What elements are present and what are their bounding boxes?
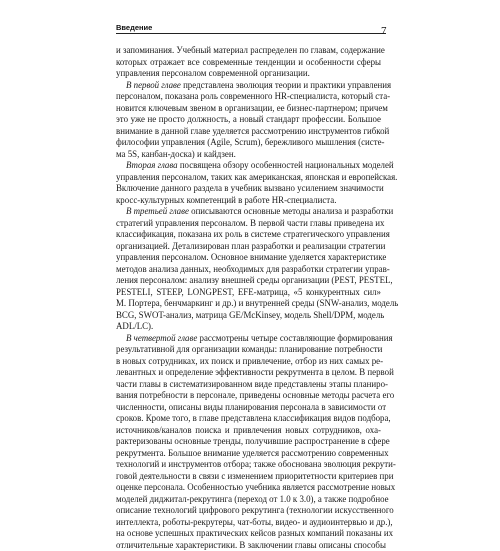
line-text: численности, описаны виды планирования персонала в зависимости от [116, 402, 386, 412]
paragraph [116, 80, 381, 161]
line-text: и запоминания. Учебный материал распределен по главам, содержание [116, 45, 385, 55]
text-line [116, 183, 381, 195]
text-line [116, 137, 381, 149]
line-text: на основе успешных практических кейсов разных компаний показаны их [116, 528, 393, 538]
line-text: М. Портера, бенчмаркинг и др.) и внутренней среды (SNW-анализ, модель [116, 298, 398, 308]
text-line [116, 114, 381, 126]
text-line [116, 436, 381, 448]
text-line [116, 241, 381, 253]
line-text: кросс-культурных компетенций в работе HR-специалиста. [116, 195, 336, 205]
line-text: рассмотрены четыре составляющие формирования [197, 333, 392, 343]
line-text: отличительные характеристики. В заключении главы описаны способы [116, 540, 386, 550]
line-text: BCG, SWOT-анализ, матрица GE/McKinsey, модель Shell/DPM, модель [116, 310, 384, 320]
line-text: интеллекта, роботы-рекрутеры, чат-боты, видео- и аудиоинтервью и др.), [116, 517, 393, 527]
line-text: описываются основные методы анализа и разработки [189, 206, 393, 216]
line-text: новится ключевым звеном в организации, ее бизнес-партнером; причем [116, 103, 388, 113]
text-line [116, 482, 381, 494]
page-number: 7 [381, 25, 387, 37]
text-line [116, 356, 381, 368]
text-line [116, 126, 381, 138]
line-text: философии управления (Agile, Scrum), бережливого мышления (систе- [116, 137, 385, 147]
chapter-reference: В первой главе [126, 80, 181, 90]
text-line [116, 206, 381, 218]
paragraph [116, 45, 381, 80]
line-text: ADL/LC). [116, 321, 153, 331]
line-text: результативной для организации команды: планирование потребности [116, 344, 382, 354]
running-header [116, 23, 386, 34]
chapter-reference: В третьей главе [126, 206, 189, 216]
line-text: рактеризованы основные тренды, получившие распространение в сфере [116, 436, 390, 446]
text-line [116, 540, 381, 551]
text-line [116, 413, 381, 425]
text-line [116, 172, 381, 184]
line-text: оценке персонала. Особенностью учебника является рассмотрение новых [116, 482, 395, 492]
text-line [116, 80, 381, 92]
line-text: технологий и инструментов отбора; также обоснована эволюция рекрути- [116, 459, 396, 469]
text-line [116, 459, 381, 471]
line-text: внимание в данной главе уделяется рассмотрению инструментов гибкой [116, 126, 389, 136]
body-text [116, 45, 381, 551]
text-line [116, 287, 381, 299]
text-line [116, 275, 381, 287]
section-title: Введение [116, 23, 152, 32]
line-text: говой деятельности в связи с изменением приоритетности критериев при [116, 471, 393, 481]
text-line [116, 505, 381, 517]
line-text: управления персоналом современной организации. [116, 68, 310, 78]
text-line [116, 45, 381, 57]
text-line [116, 402, 381, 414]
chapter-reference: В четвертой главе [126, 333, 197, 343]
chapter-reference: Вторая глава [126, 160, 178, 170]
line-text: ления персоналом: анализу внешней среды организации (PEST, PESTEL, [116, 275, 393, 285]
line-text: классификация, показана их роль в системе стратегического управления [116, 229, 390, 239]
text-line [116, 517, 381, 529]
line-text: Включение данного раздела в учебник вызвано усилением значимости [116, 183, 384, 193]
text-line [116, 390, 381, 402]
paragraph [116, 160, 381, 206]
text-line [116, 528, 381, 540]
text-line [116, 57, 381, 69]
text-line [116, 298, 381, 310]
text-line [116, 425, 381, 437]
line-text: управления персоналом. Основное внимание уделяется характеристике [116, 252, 386, 262]
text-line [116, 379, 381, 391]
line-text: рекрутмента. Большое внимание уделяется рассмотрению современных [116, 448, 389, 458]
text-line [116, 471, 381, 483]
line-text: моделей диджитал-рекрутинга (переход от 1.0 к 3.0), а также подробное [116, 494, 389, 504]
text-line [116, 149, 381, 161]
text-line [116, 333, 381, 345]
line-text: описание технологий цифрового рекрутинга (технологии искусственного [116, 505, 394, 515]
line-text: PESTELI, STEEP, LONGPEST, EFE-матрица, «5 конкурентных сил» [116, 287, 381, 297]
line-text: сроков. Кроме того, в главе представлена классификация видов подбора, [116, 413, 391, 423]
text-line [116, 367, 381, 379]
line-text: методов анализа данных, необходимых для разработки стратегии управ- [116, 264, 390, 274]
line-text: ма 5S, канбан-доска) и кайдзен. [116, 149, 236, 159]
text-line [116, 229, 381, 241]
line-text: в новых сотрудниках, их поиск и привлечение, отбор из них самых ре- [116, 356, 383, 366]
line-text: это уже не просто должность, а новый стандарт профессии. Большое [116, 114, 381, 124]
line-text: управления персоналом, таких как американская, японская и европейская. [116, 172, 397, 182]
line-text: вания потребности в персонале, приведены основные методы расчета его [116, 390, 394, 400]
line-text: части главы в систематизированном виде представлены этапы планиро- [116, 379, 388, 389]
line-text: персоналом, показана роль современного HR-специалиста, который ста- [116, 91, 390, 101]
line-text: представлена эволюция теории и практики управления [181, 80, 391, 90]
text-line [116, 252, 381, 264]
text-line [116, 160, 381, 172]
text-line [116, 264, 381, 276]
text-line [116, 68, 381, 80]
text-line [116, 494, 381, 506]
paragraph [116, 206, 381, 333]
line-text: организацией. Детализирован план разработки и реализации стратегии [116, 241, 385, 251]
line-text: посвящена обзору особенностей национальных моделей [178, 160, 394, 170]
line-text: стратегий управления персоналом. В первой части главы приведена их [116, 218, 384, 228]
text-line [116, 91, 381, 103]
text-line [116, 103, 381, 115]
text-line [116, 218, 381, 230]
text-line [116, 195, 381, 207]
line-text: которых отражает все современные тенденции и особенности сферы [116, 57, 381, 67]
paragraph [116, 333, 381, 551]
text-line [116, 310, 381, 322]
text-line [116, 344, 381, 356]
text-line [116, 448, 381, 460]
text-line [116, 321, 381, 333]
line-text: левантных и определение эффективности рекрутмента в целом. В первой [116, 367, 394, 377]
line-text: источников/каналов поиска и привлечения новых сотрудников, оха- [116, 425, 381, 435]
